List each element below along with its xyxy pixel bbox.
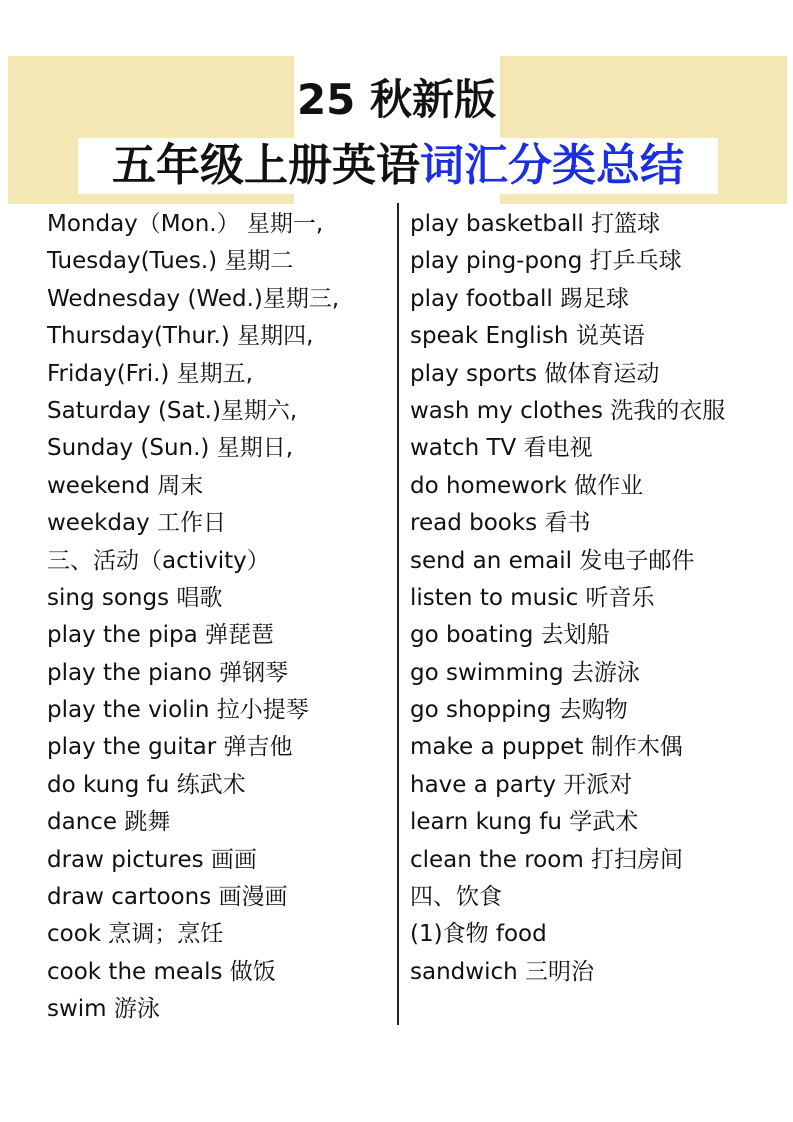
vocab-item: go shopping 去购物 <box>410 697 628 724</box>
vocab-item: play football 踢足球 <box>410 285 630 312</box>
vocab-item: go swimming 去游泳 <box>410 659 640 686</box>
vocab-item: sing songs 唱歌 <box>47 584 223 611</box>
vocab-item: play sports 做体育运动 <box>410 360 660 387</box>
vocab-item: speak English 说英语 <box>410 323 645 350</box>
page-title-line1: 25 秋新版 <box>296 75 497 124</box>
vocab-item: clean the room 打扫房间 <box>410 846 684 873</box>
vocab-item: play basketball 打篮球 <box>410 211 661 237</box>
vocab-item: Monday（Mon.） 星期一, <box>47 211 324 237</box>
vocab-item: cook 烹调；烹饪 <box>47 921 224 948</box>
vocab-list-left <box>47 206 392 1029</box>
section-heading-food-drink: 四、饮食 <box>410 884 502 911</box>
vocab-item: send an email 发电子邮件 <box>410 547 695 574</box>
vocab-item: draw cartoons 画漫画 <box>47 884 288 911</box>
vocab-item: play the piano 弹钢琴 <box>47 659 289 686</box>
vocab-item: Tuesday(Tues.) 星期二 <box>47 248 294 275</box>
vocab-item: Sunday (Sun.) 星期日, <box>47 435 294 462</box>
vocab-item: sandwich 三明治 <box>410 958 594 985</box>
vocab-item: listen to music 听音乐 <box>410 584 655 611</box>
title-vocab-summary: 词汇分类总结 <box>420 140 684 191</box>
vocab-item: play the guitar 弹吉他 <box>47 734 293 761</box>
vocab-item: cook the meals 做饭 <box>47 958 276 985</box>
page-title-line2 <box>78 138 718 194</box>
section-heading-activity: 三、活动（activity） <box>47 547 270 574</box>
vocab-item: swim 游泳 <box>47 996 160 1023</box>
vocab-list-right <box>410 206 790 991</box>
vocab-item: play ping-pong 打乒乓球 <box>410 248 682 275</box>
vocab-item: Thursday(Thur.) 星期四, <box>47 323 314 350</box>
vocab-item: do homework 做作业 <box>410 472 644 499</box>
vocab-item: make a puppet 制作木偶 <box>410 734 683 761</box>
vocab-item: go boating 去划船 <box>410 622 610 649</box>
vocab-item: play the pipa 弹琵琶 <box>47 622 275 649</box>
vocab-item: do kung fu 练武术 <box>47 771 246 798</box>
title-grade-subject: 五年级上册英语 <box>112 140 420 191</box>
vocab-item: Wednesday (Wed.)星期三, <box>47 285 340 312</box>
vocab-item: weekday 工作日 <box>47 510 227 537</box>
vocab-item: read books 看书 <box>410 510 591 537</box>
vocab-item: Friday(Fri.) 星期五, <box>47 360 253 387</box>
vocab-item: weekend 周末 <box>47 472 204 499</box>
subsection-heading-food: (1)食物 food <box>410 921 547 948</box>
vocab-item: play the violin 拉小提琴 <box>47 697 309 724</box>
column-divider <box>397 203 399 1025</box>
vocab-item: wash my clothes 洗我的衣服 <box>410 397 726 424</box>
vocab-item: watch TV 看电视 <box>410 435 593 462</box>
vocab-item: have a party 开派对 <box>410 771 633 798</box>
vocab-item: learn kung fu 学武术 <box>410 809 639 836</box>
vocab-item: draw pictures 画画 <box>47 846 257 873</box>
vocab-item: dance 跳舞 <box>47 809 171 836</box>
vocab-item: Saturday (Sat.)星期六, <box>47 397 298 424</box>
